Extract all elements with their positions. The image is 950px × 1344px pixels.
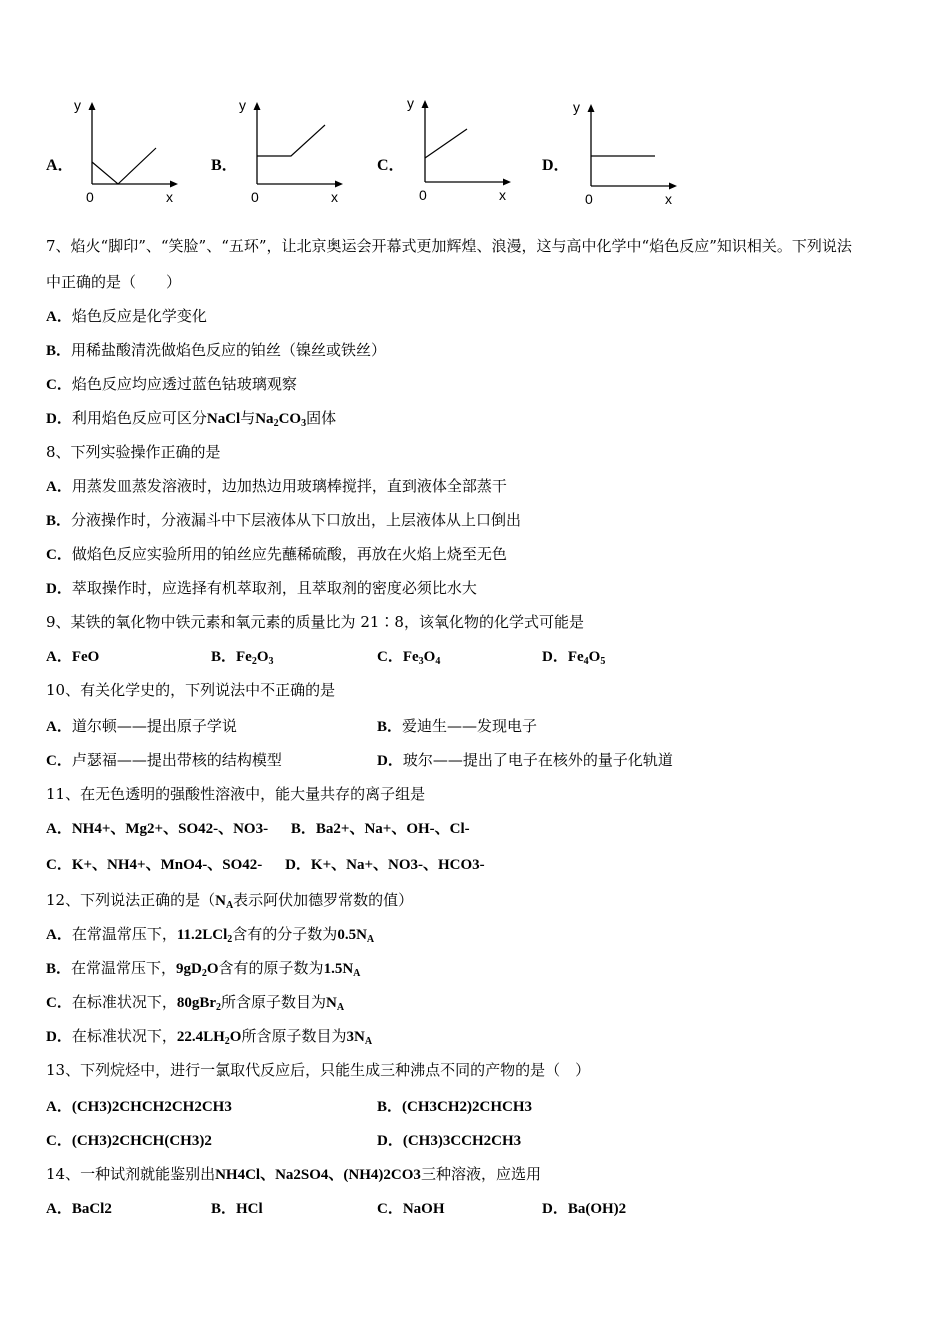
q9-option-a: A．FeO [46, 649, 100, 665]
origin-label: 0 [86, 189, 94, 205]
q8-option-b: B．分液操作时，分液漏斗中下层液体从下口放出，上层液体从上口倒出 [46, 511, 522, 529]
x-axis-label: x [665, 191, 672, 207]
q7-stem-line1: 7、焰火“脚印”、“笑脸”、“五环”，让北京奥运会开幕式更加辉煌、浪漫，这与高中化学中“焰色反应”知识相关。下列说法 [46, 237, 852, 255]
origin-label: 0 [251, 189, 259, 205]
graph-option-d-label: D． [542, 157, 570, 174]
graph-option-b-label: B． [211, 157, 238, 174]
q11-option-a: A．NH4+、Mg2+、SO42-、NO3- [46, 821, 269, 837]
q9-option-d: D．$Fe_4O_5$ [542, 649, 606, 667]
q7-option-c: C．焰色反应均应透过蓝色钴玻璃观察 [46, 375, 297, 393]
q11-a-ions: NH4+、Mg2+、SO42-、NO3- [71, 821, 269, 837]
q11-stem: 11、在无色透明的强酸性溶液中，能大量共存的离子组是 [46, 785, 426, 803]
y-axis-label: y [407, 95, 414, 111]
q8-stem: 8、下列实验操作正确的是 [46, 443, 221, 461]
q14-option-a: A．BaCl2 [46, 1201, 112, 1217]
q11-option-b: B．Ba2+、Na+、OH-、Cl- [290, 821, 470, 837]
x-axis-label: x [499, 187, 506, 203]
q11-c-ions: K+、NH4+、MnO4-、SO42- [71, 857, 263, 873]
q7-option-a: A．焰色反应是化学变化 [46, 307, 207, 325]
graph-option-d [569, 100, 689, 210]
q12-option-a: A．在常温常压下，11.2LCl$_2$含有的分子数为$0.5N_A$ [46, 925, 375, 945]
q10-option-b: B．爱迪生——发现电子 [377, 717, 538, 735]
q9-option-c: C．$Fe_3O_4$ [377, 649, 441, 667]
q12-stem: 12、下列说法正确的是（$N_A$表示阿伏加德罗常数的值） [46, 891, 414, 911]
q13-stem: 13、下列烷烃中，进行一氯取代反应后，只能生成三种沸点不同的产物的是（ ） [46, 1061, 591, 1079]
graph-option-c [403, 96, 523, 206]
origin-label: 0 [585, 191, 593, 207]
q8-option-a: A．用蒸发皿蒸发溶液时，边加热边用玻璃棒搅拌，直到液体全部蒸干 [46, 477, 507, 495]
q10-option-a: A．道尔顿——提出原子学说 [46, 717, 237, 735]
q10-option-c: C．卢瑟福——提出带核的结构模型 [46, 751, 282, 769]
q8-option-d: D．萃取操作时，应选择有机萃取剂，且萃取剂的密度必须比水大 [46, 579, 477, 597]
answer-graphs-row [0, 90, 950, 215]
q14-option-d: D．Ba(OH)2 [542, 1201, 627, 1217]
graph-option-a-label: A． [46, 157, 74, 174]
q9-option-b: B．$Fe_2O_3$ [211, 649, 274, 667]
q7-option-d: D．利用焰色反应可区分NaCl与$Na_2CO_3$固体 [46, 409, 337, 429]
graph-option-a [70, 98, 190, 208]
q11-option-d: D．K+、Na+、NO3-、HCO3- [285, 857, 485, 873]
q14-option-b: B．HCl [211, 1201, 263, 1217]
graph-option-c-label: C． [377, 157, 405, 174]
q11-b-ions: Ba2+、Na+、OH-、Cl- [315, 821, 470, 837]
q8-option-c: C．做焰色反应实验所用的铂丝应先蘸稀硫酸，再放在火焰上烧至无色 [46, 545, 507, 563]
origin-label: 0 [419, 187, 427, 203]
q7-option-b: B．用稀盐酸清洗做焰色反应的铂丝（镍丝或铁丝） [46, 341, 387, 359]
q10-option-d: D．玻尔——提出了电子在核外的量子化轨道 [377, 751, 673, 769]
x-axis-label: x [331, 189, 338, 205]
q11-options-row1 [46, 818, 470, 839]
y-axis-label: y [239, 97, 246, 113]
q13-option-d: D．(CH3)3CCH2CH3 [377, 1133, 522, 1149]
q14-stem: 14、一种试剂就能鉴别出NH4Cl、Na2SO4、(NH4)2CO3三种溶液，应选用 [46, 1165, 541, 1183]
q14-option-c: C．NaOH [377, 1201, 445, 1217]
q11-option-c: C．K+、NH4+、MnO4-、SO42- [46, 857, 263, 873]
q13-option-a: A．(CH3)2CHCH2CH2CH3 [46, 1099, 232, 1115]
q7-stem-line2: 中正确的是（ ） [46, 273, 182, 291]
q11-d-ions: K+、Na+、NO3-、HCO3- [310, 857, 485, 873]
y-axis-label: y [573, 99, 580, 115]
y-axis-label: y [74, 97, 81, 113]
q11-options-row2 [46, 854, 485, 875]
q13-option-b: B．(CH3CH2)2CHCH3 [377, 1099, 533, 1115]
graph-option-b [235, 98, 355, 208]
q12-option-d: D．在标准状况下，$22.4LH_2O$所含原子数目为$3N_A$ [46, 1027, 373, 1047]
q10-stem: 10、有关化学史的，下列说法中不正确的是 [46, 681, 336, 699]
q12-option-c: C．在标准状况下，80gBr$_2$所含原子数目为$N_A$ [46, 993, 345, 1013]
q13-option-c: C．(CH3)2CHCH(CH3)2 [46, 1133, 212, 1149]
q9-stem: 9、某铁的氧化物中铁元素和氧元素的质量比为 21∶8，该氧化物的化学式可能是 [46, 613, 584, 631]
q12-option-b: B．在常温常压下，$9gD_2O$含有的原子数为$1.5N_A$ [46, 959, 361, 979]
x-axis-label: x [166, 189, 173, 205]
